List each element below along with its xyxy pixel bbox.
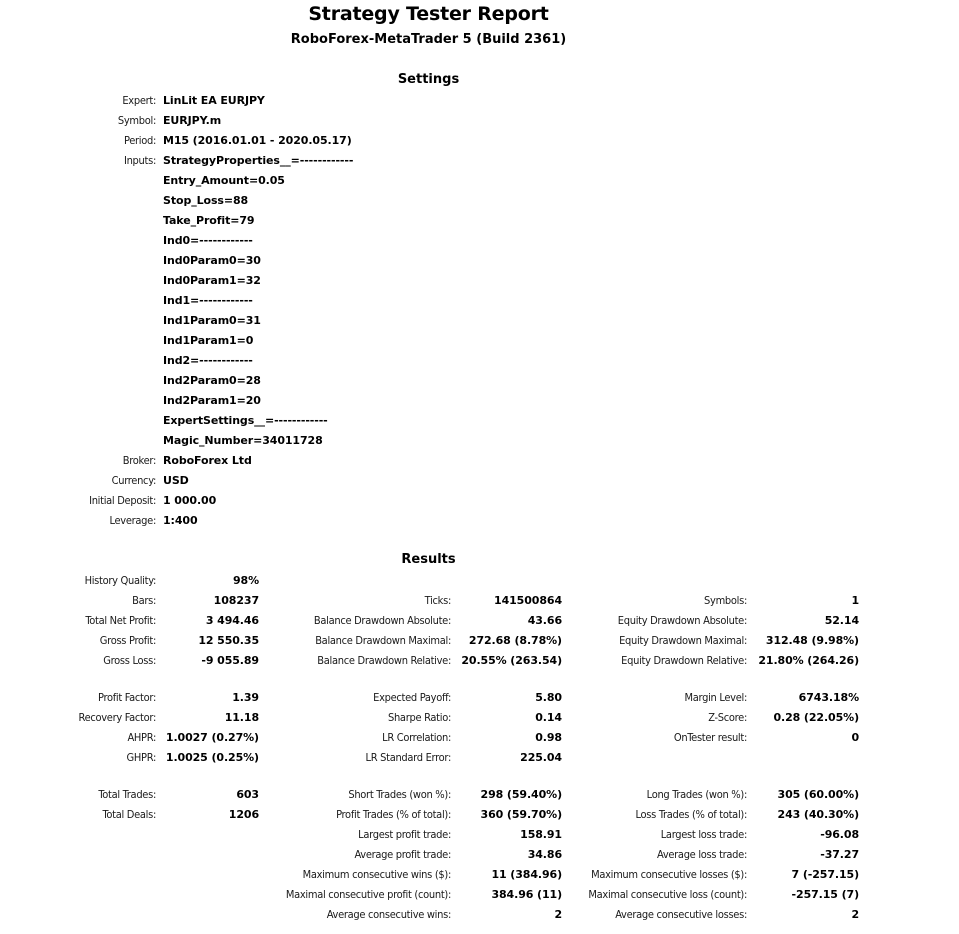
result-label: Symbols: bbox=[704, 594, 747, 607]
result-value: 1206 bbox=[228, 808, 259, 821]
result-value: 11.18 bbox=[224, 711, 259, 724]
result-value: -257.15 (7) bbox=[791, 888, 859, 901]
input-param: Ind1=------------ bbox=[163, 294, 253, 307]
result-value: -37.27 bbox=[820, 848, 859, 861]
setting-label: Currency: bbox=[111, 474, 156, 487]
input-param: Ind2=------------ bbox=[163, 354, 253, 367]
setting-label: Initial Deposit: bbox=[89, 494, 156, 507]
result-label: Average consecutive wins: bbox=[326, 908, 451, 921]
setting-label: Inputs: bbox=[123, 154, 156, 167]
result-value: 0.14 bbox=[535, 711, 562, 724]
result-label: Total Trades: bbox=[98, 788, 156, 801]
result-value: 6743.18% bbox=[798, 691, 859, 704]
result-value: 603 bbox=[236, 788, 259, 801]
result-value: 108237 bbox=[213, 594, 259, 607]
result-value: 11 (384.96) bbox=[491, 868, 562, 881]
result-label: Maximal consecutive profit (count): bbox=[285, 888, 451, 901]
result-label: Maximum consecutive losses ($): bbox=[591, 868, 747, 881]
result-label: Loss Trades (% of total): bbox=[635, 808, 747, 821]
result-label: OnTester result: bbox=[673, 731, 747, 744]
result-label: Ticks: bbox=[424, 594, 451, 607]
result-label: Average consecutive losses: bbox=[615, 908, 747, 921]
result-value: 3 494.46 bbox=[205, 614, 259, 627]
result-value: 312.48 (9.98%) bbox=[765, 634, 859, 647]
input-param: Ind2Param0=28 bbox=[163, 374, 261, 387]
input-param: Entry_Amount=0.05 bbox=[163, 174, 285, 187]
result-label: LR Standard Error: bbox=[365, 751, 451, 764]
result-label: Short Trades (won %): bbox=[348, 788, 451, 801]
result-label: Profit Trades (% of total): bbox=[336, 808, 451, 821]
result-value: -96.08 bbox=[820, 828, 859, 841]
result-value: 225.04 bbox=[520, 751, 562, 764]
result-value: 305 (60.00%) bbox=[777, 788, 859, 801]
setting-label: Broker: bbox=[122, 454, 156, 467]
result-value: 158.91 bbox=[520, 828, 562, 841]
result-label: Equity Drawdown Absolute: bbox=[617, 614, 747, 627]
result-value: 298 (59.40%) bbox=[480, 788, 562, 801]
result-value: 98% bbox=[232, 574, 259, 587]
result-label: Balance Drawdown Relative: bbox=[317, 654, 451, 667]
setting-value: 1:400 bbox=[163, 514, 198, 527]
result-value: 1 bbox=[851, 594, 859, 607]
result-value: 0.28 (22.05%) bbox=[773, 711, 859, 724]
result-value: 272.68 (8.78%) bbox=[468, 634, 562, 647]
result-value: 1.0027 (0.27%) bbox=[165, 731, 259, 744]
input-param: Ind0=------------ bbox=[163, 234, 253, 247]
input-param: StrategyProperties__=------------ bbox=[163, 154, 354, 167]
result-label: Z-Score: bbox=[708, 711, 747, 724]
result-label: Largest profit trade: bbox=[358, 828, 451, 841]
input-param: ExpertSettings__=------------ bbox=[163, 414, 328, 427]
result-label: GHPR: bbox=[126, 751, 156, 764]
result-label: Recovery Factor: bbox=[78, 711, 156, 724]
setting-label: Leverage: bbox=[109, 514, 156, 527]
setting-label: Expert: bbox=[122, 94, 156, 107]
result-value: 2 bbox=[554, 908, 562, 921]
input-param: Take_Profit=79 bbox=[163, 214, 255, 227]
result-value: 0.98 bbox=[535, 731, 562, 744]
result-label: AHPR: bbox=[127, 731, 156, 744]
input-param: Ind0Param1=32 bbox=[163, 274, 261, 287]
setting-label: Period: bbox=[123, 134, 156, 147]
report-title: Strategy Tester Report bbox=[308, 3, 549, 25]
result-label: Sharpe Ratio: bbox=[387, 711, 451, 724]
report-subtitle: RoboForex-MetaTrader 5 (Build 2361) bbox=[290, 32, 567, 47]
input-param: Ind1Param1=0 bbox=[163, 334, 254, 347]
result-label: Expected Payoff: bbox=[373, 691, 451, 704]
input-param: Stop_Loss=88 bbox=[163, 194, 249, 207]
result-label: Balance Drawdown Absolute: bbox=[313, 614, 451, 627]
result-label: Gross Loss: bbox=[103, 654, 156, 667]
result-label: Margin Level: bbox=[684, 691, 747, 704]
result-label: Total Deals: bbox=[102, 808, 156, 821]
result-label: Maximal consecutive loss (count): bbox=[588, 888, 747, 901]
result-label: Long Trades (won %): bbox=[646, 788, 747, 801]
result-label: Profit Factor: bbox=[97, 691, 156, 704]
setting-value: 1 000.00 bbox=[163, 494, 217, 507]
result-value: 0 bbox=[851, 731, 859, 744]
result-value: 12 550.35 bbox=[198, 634, 259, 647]
result-value: 7 (-257.15) bbox=[791, 868, 859, 881]
input-param: Magic_Number=34011728 bbox=[163, 434, 323, 447]
settings-heading: Settings bbox=[397, 72, 460, 87]
result-value: 1.0025 (0.25%) bbox=[165, 751, 259, 764]
result-label: Maximum consecutive wins ($): bbox=[302, 868, 451, 881]
result-value: 34.86 bbox=[527, 848, 562, 861]
result-value: 384.96 (11) bbox=[491, 888, 562, 901]
result-label: Average loss trade: bbox=[657, 848, 747, 861]
result-value: 360 (59.70%) bbox=[480, 808, 562, 821]
result-label: Equity Drawdown Maximal: bbox=[619, 634, 747, 647]
result-value: -9 055.89 bbox=[201, 654, 259, 667]
result-value: 243 (40.30%) bbox=[777, 808, 859, 821]
result-label: Total Net Profit: bbox=[85, 614, 156, 627]
result-value: 43.66 bbox=[527, 614, 562, 627]
result-label: Equity Drawdown Relative: bbox=[621, 654, 747, 667]
setting-value: RoboForex Ltd bbox=[163, 454, 252, 467]
result-value: 1.39 bbox=[232, 691, 259, 704]
result-value: 20.55% (263.54) bbox=[461, 654, 562, 667]
input-param: Ind2Param1=20 bbox=[163, 394, 261, 407]
result-label: Bars: bbox=[132, 594, 156, 607]
result-value: 2 bbox=[851, 908, 859, 921]
setting-value: USD bbox=[163, 474, 189, 487]
result-label: Average profit trade: bbox=[354, 848, 451, 861]
result-label: Gross Profit: bbox=[99, 634, 156, 647]
result-label: History Quality: bbox=[84, 574, 156, 587]
setting-value: M15 (2016.01.01 - 2020.05.17) bbox=[163, 134, 352, 147]
result-value: 21.80% (264.26) bbox=[758, 654, 859, 667]
input-param: Ind1Param0=31 bbox=[163, 314, 261, 327]
setting-value: EURJPY.m bbox=[163, 114, 222, 127]
results-heading: Results bbox=[401, 552, 456, 567]
result-label: LR Correlation: bbox=[382, 731, 451, 744]
result-label: Balance Drawdown Maximal: bbox=[315, 634, 451, 647]
input-param: Ind0Param0=30 bbox=[163, 254, 261, 267]
result-label: Largest loss trade: bbox=[660, 828, 747, 841]
result-value: 141500864 bbox=[494, 594, 562, 607]
setting-label: Symbol: bbox=[117, 114, 156, 127]
result-value: 5.80 bbox=[535, 691, 562, 704]
result-value: 52.14 bbox=[824, 614, 859, 627]
setting-value: LinLit EA EURJPY bbox=[163, 94, 265, 107]
